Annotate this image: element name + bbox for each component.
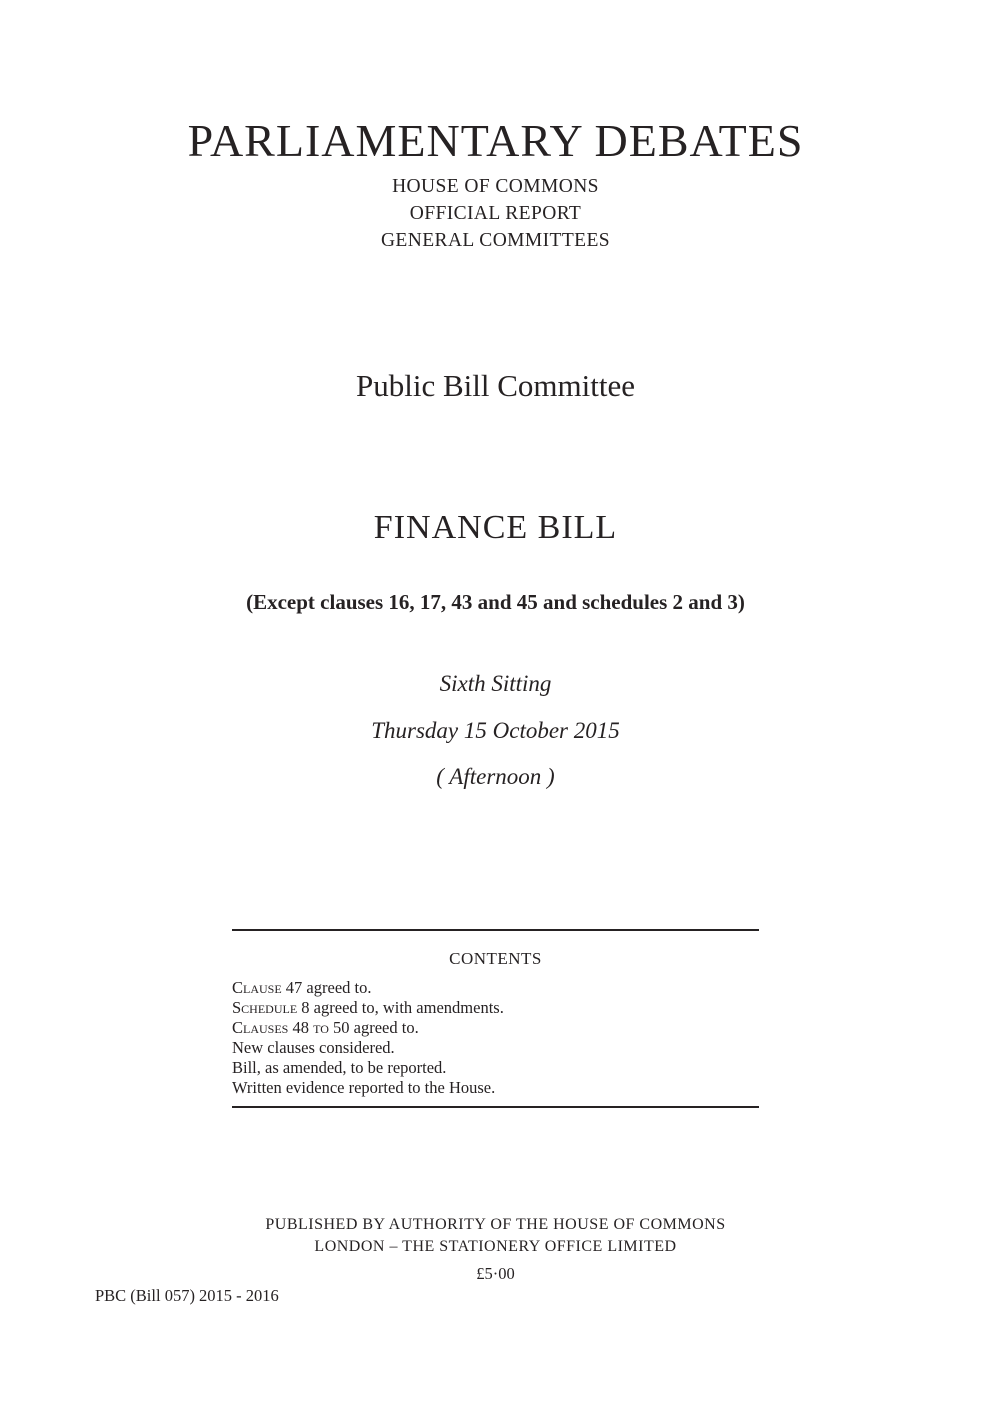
committee-name: Public Bill Committee (356, 368, 635, 403)
footer-published-authority: PUBLISHED BY AUTHORITY OF THE HOUSE OF COMMONS (265, 1216, 726, 1233)
contents-item: Written evidence reported to the House. (232, 1078, 496, 1097)
masthead-subtitle-committees: GENERAL COMMITTEES (380, 230, 611, 251)
masthead-title: PARLIAMENTARY DEBATES (187, 115, 804, 166)
bill-exceptions: (Except clauses 16, 17, 43 and 45 and schedules 2 and 3) (246, 590, 745, 614)
contents-item: Bill, as amended, to be reported. (232, 1058, 447, 1077)
bill-title: FINANCE BILL (373, 509, 618, 546)
masthead-subtitle-house: HOUSE OF COMMONS (392, 176, 599, 197)
contents-bottom-rule (232, 1106, 759, 1108)
contents-item: Clause 47 agreed to. (232, 978, 372, 997)
sitting-session: ( Afternoon ) (436, 764, 555, 789)
contents-top-rule (232, 929, 759, 931)
contents-list (232, 978, 759, 1098)
footer-price: £5·00 (476, 1264, 515, 1283)
footer-publisher: LONDON – THE STATIONERY OFFICE LIMITED (314, 1238, 677, 1255)
contents-heading: CONTENTS (449, 949, 542, 968)
sitting-number: Sixth Sitting (439, 671, 552, 696)
contents-block (232, 929, 759, 1108)
contents-item: New clauses considered. (232, 1038, 395, 1057)
sitting-date: Thursday 15 October 2015 (371, 718, 620, 743)
footer-reference: PBC (Bill 057) 2015 - 2016 (95, 1286, 279, 1305)
contents-item: Clauses 48 to 50 agreed to. (232, 1018, 419, 1037)
contents-item: Schedule 8 agreed to, with amendments. (232, 998, 504, 1017)
masthead-subtitle-report: OFFICIAL REPORT (409, 203, 582, 224)
